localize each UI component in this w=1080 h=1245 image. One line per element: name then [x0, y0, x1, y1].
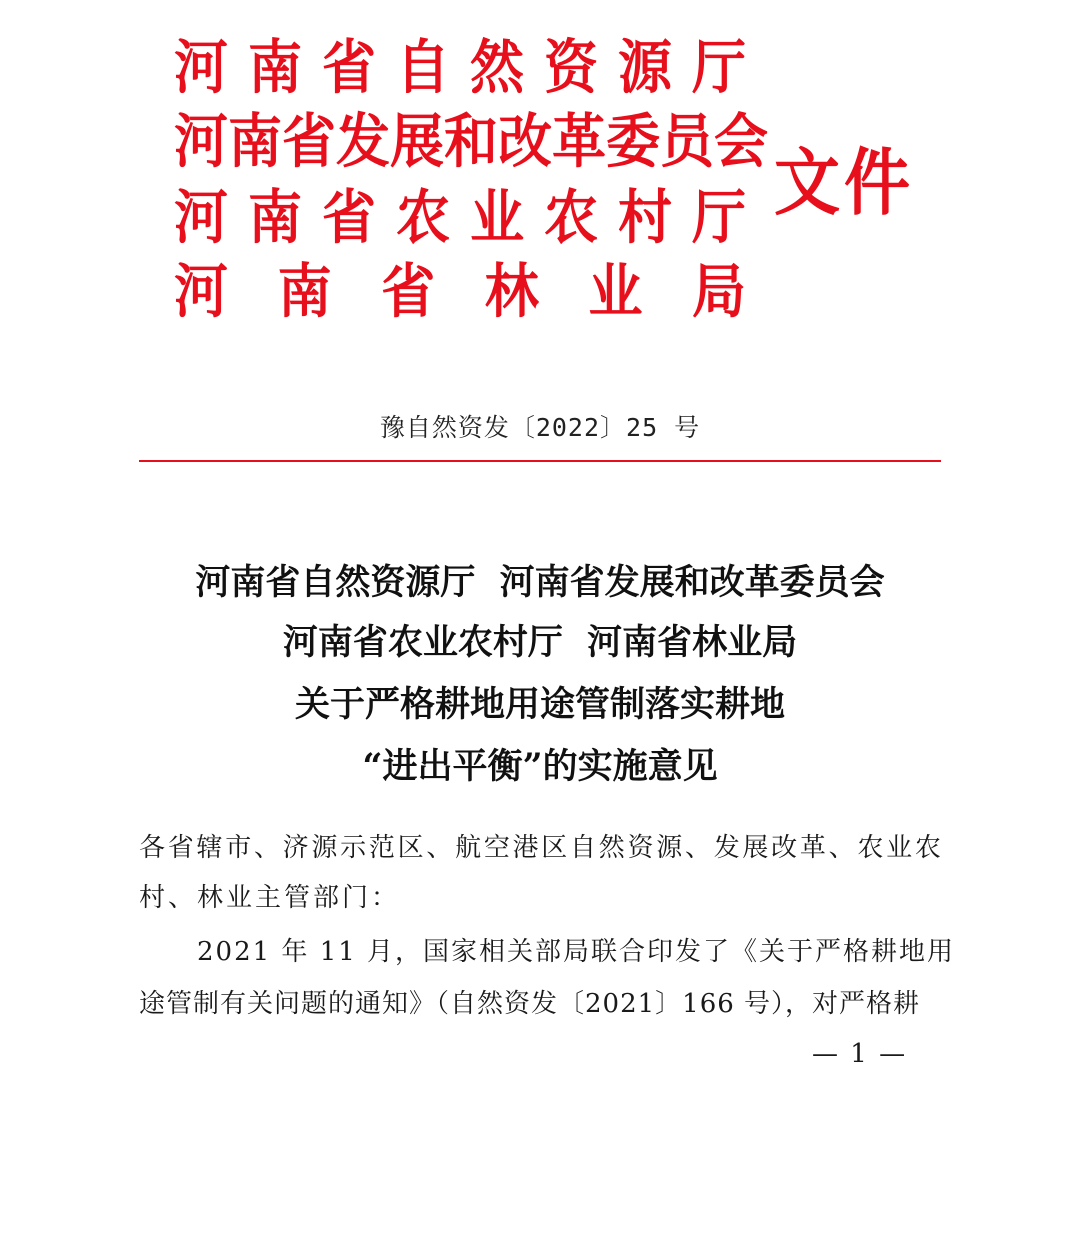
glyph: 农	[396, 183, 450, 252]
glyph: 河	[174, 183, 228, 252]
glyph: 局	[691, 257, 746, 326]
masthead-org-forestry	[174, 257, 746, 326]
glyph: 革	[552, 107, 606, 176]
glyph: 业	[886, 833, 913, 863]
glyph: 辖	[196, 833, 223, 863]
glyph: 和	[444, 107, 498, 176]
masthead-org-agriculture	[174, 183, 746, 252]
glyph: 港	[512, 833, 539, 863]
glyph: 然	[598, 833, 625, 863]
glyph: 省	[282, 107, 336, 176]
glyph: 河	[174, 33, 228, 102]
glyph: 发	[713, 833, 740, 863]
glyph: 、	[684, 833, 711, 863]
glyph: 革	[799, 833, 826, 863]
glyph: 自	[396, 33, 450, 102]
glyph: 然	[470, 33, 524, 102]
masthead-org-development-reform	[174, 107, 768, 176]
glyph: 河	[174, 107, 228, 176]
glyph: 展	[742, 833, 769, 863]
glyph: 厅	[692, 183, 746, 252]
glyph: 市	[225, 833, 252, 863]
glyph: 济	[282, 833, 309, 863]
masthead-suffix: 文件	[774, 141, 914, 226]
glyph: 会	[714, 107, 768, 176]
glyph: 资	[544, 33, 598, 102]
glyph: 委	[606, 107, 660, 176]
glyph: 业	[470, 183, 524, 252]
glyph: 省	[322, 183, 376, 252]
glyph: 资	[627, 833, 654, 863]
title-line: 河南省自然资源厅 河南省发展和改革委员会	[195, 562, 885, 603]
glyph: 业	[588, 257, 643, 326]
glyph: 空	[483, 833, 510, 863]
body-line: 2021 年 11 月，国家相关部局联合印发了《关于严格耕地用	[197, 937, 956, 967]
title-line: 关于严格耕地用途管制落实耕地	[294, 684, 785, 725]
glyph: 航	[455, 833, 482, 863]
glyph: 源	[618, 33, 672, 102]
title-line: “进出平衡”的实施意见	[362, 746, 718, 787]
masthead-org-natural-resources	[174, 33, 746, 102]
glyph: 省	[167, 833, 194, 863]
glyph: 南	[248, 33, 302, 102]
glyph: 厅	[692, 33, 746, 102]
glyph: 农	[544, 183, 598, 252]
glyph: 改	[498, 107, 552, 176]
glyph: 农	[857, 833, 884, 863]
body-line	[139, 828, 941, 868]
glyph: 、	[253, 833, 280, 863]
glyph: 源	[311, 833, 338, 863]
glyph: 农	[914, 833, 941, 863]
glyph: 展	[390, 107, 444, 176]
glyph: 、	[426, 833, 453, 863]
body-line: 村、林业主管部门：	[139, 883, 401, 913]
glyph: 示	[340, 833, 367, 863]
body-line: 途管制有关问题的通知》（自然资发〔2021〕166 号），对严格耕	[139, 989, 921, 1019]
glyph: 区	[397, 833, 424, 863]
glyph: 员	[660, 107, 714, 176]
document-number: 豫自然资发〔2022〕25 号	[379, 413, 701, 442]
glyph: 源	[656, 833, 683, 863]
glyph: 、	[828, 833, 855, 863]
glyph: 区	[541, 833, 568, 863]
glyph: 范	[368, 833, 395, 863]
glyph: 改	[771, 833, 798, 863]
glyph: 村	[618, 183, 672, 252]
glyph: 南	[277, 257, 332, 326]
glyph: 省	[381, 257, 436, 326]
glyph: 林	[484, 257, 539, 326]
page-number: — 1 —	[812, 1039, 908, 1069]
glyph: 发	[336, 107, 390, 176]
glyph: 南	[248, 183, 302, 252]
title-line: 河南省农业农村厅 河南省林业局	[282, 622, 798, 663]
glyph: 省	[322, 33, 376, 102]
glyph: 河	[174, 257, 228, 326]
red-divider	[139, 460, 941, 462]
glyph: 各	[139, 833, 166, 863]
glyph: 自	[570, 833, 597, 863]
glyph: 南	[228, 107, 282, 176]
